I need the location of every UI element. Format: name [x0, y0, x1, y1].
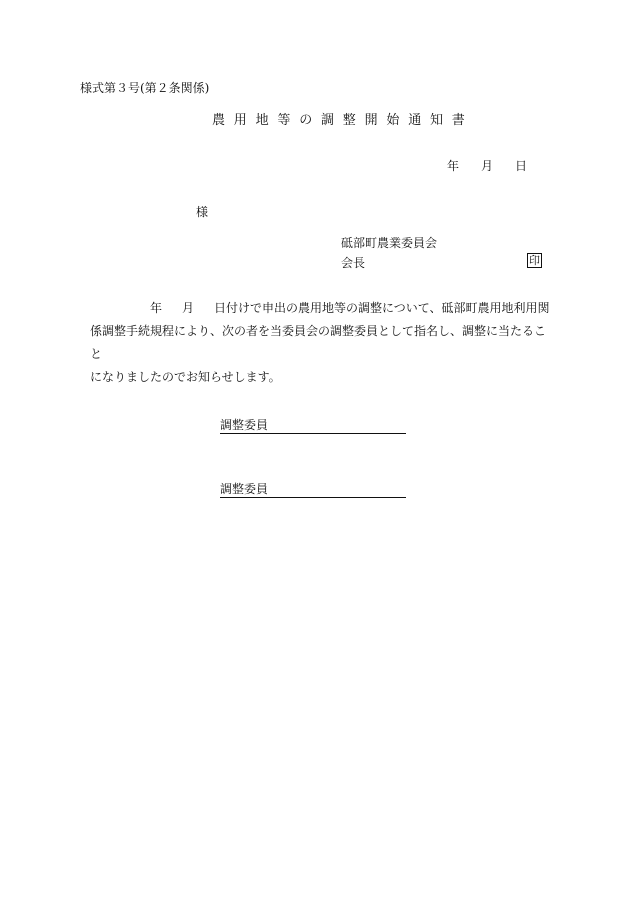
coordinator-label: 調整委員: [220, 482, 269, 496]
form-number: 様式第３号(第２条関係): [80, 81, 210, 95]
addressee-suffix: 様: [196, 205, 209, 219]
notice-body: [90, 297, 552, 389]
document-title: 農用地等の調整開始通知書: [212, 113, 474, 128]
date-month-label: 月: [481, 159, 494, 173]
body-line-2: 係調整手続規程により、次の者を当委員会の調整委員として指名し、調整に当たること: [90, 324, 547, 361]
body-line-1: [90, 297, 552, 320]
body-line-3: になりましたのでお知らせします。: [90, 370, 281, 384]
coordinator-label: 調整委員: [220, 418, 269, 432]
coordinator-field-1: [220, 419, 406, 434]
date-year-label: 年: [447, 159, 460, 173]
sender-organization: 砥部町農業委員会: [341, 236, 438, 250]
date-day-label: 日: [515, 159, 528, 173]
coordinator-field-2: [220, 483, 406, 498]
body-line-1-text: 日付けで申出の農用地等の調整について、砥部町農用地利用関: [214, 301, 550, 315]
date-line: [447, 160, 527, 172]
body-month-label: 月: [182, 301, 195, 315]
body-year-label: 年: [150, 301, 163, 315]
seal-mark: 印: [529, 254, 540, 267]
sender-title: 会長: [341, 256, 366, 270]
